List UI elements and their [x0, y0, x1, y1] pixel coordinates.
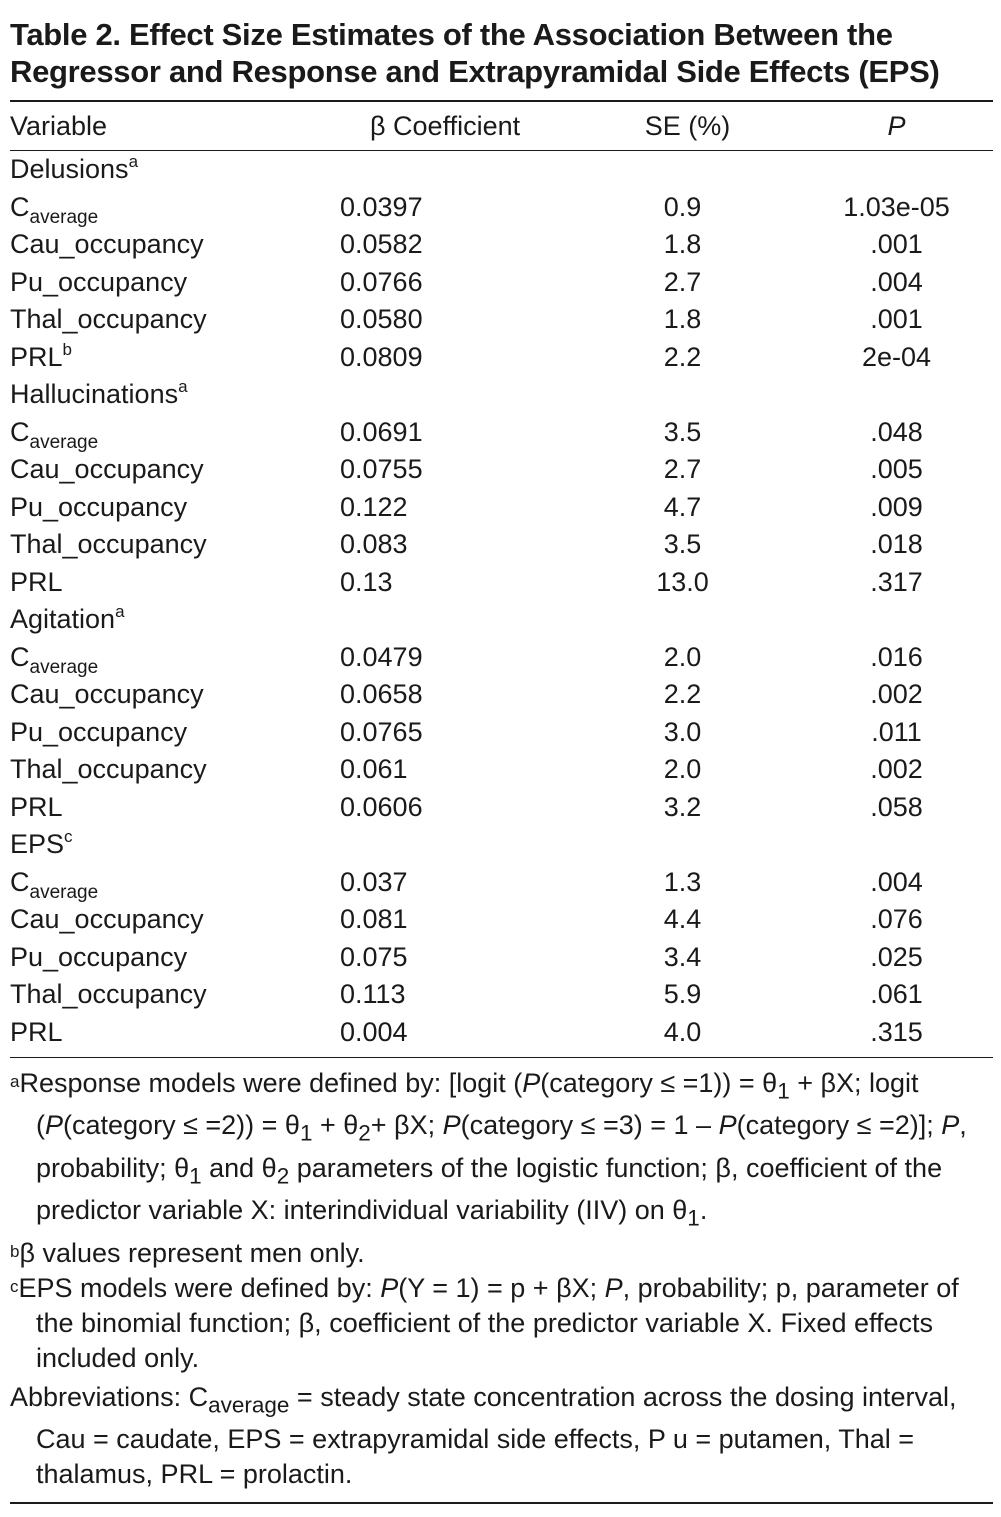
table-row [10, 901, 993, 939]
variable-footnote-mark: b [62, 339, 72, 359]
cell-variable [10, 451, 340, 489]
group-name: Hallucinations [10, 379, 179, 410]
cell-variable [10, 639, 340, 677]
header-variable: Variable [10, 102, 340, 151]
footnote-c-text: EPS models were defined by: P(Y = 1) = p + βX; P, probability; p, parameter of the binomial function; β, coefficient of the predictor variable X. Fixed effects included only. [18, 1272, 959, 1373]
variable-name: C [10, 641, 30, 672]
footnote-a-mark: a [10, 1072, 20, 1091]
cell-se: 0.9 [663, 191, 702, 222]
table-footnotes [10, 1058, 993, 1504]
table-wrapper [10, 102, 993, 1058]
cell-se: 2.2 [663, 341, 702, 372]
header-se: SE (%) [565, 102, 800, 151]
variable-name: Cau_occupancy [10, 229, 204, 260]
cell-p: .002 [870, 754, 923, 785]
cell-variable [10, 751, 340, 789]
cell-beta: 0.0580 [340, 304, 423, 335]
cell-p: .018 [870, 529, 923, 560]
cell-beta: 0.122 [340, 491, 408, 522]
cell-se: 3.5 [663, 529, 702, 560]
cell-beta: 0.0809 [340, 341, 423, 372]
cell-variable [10, 264, 340, 302]
cell-beta: 0.0582 [340, 229, 423, 260]
cell-p: 2e-04 [861, 341, 932, 372]
cell-beta: 0.0691 [340, 416, 423, 447]
table-row [10, 976, 993, 1014]
group-footnote-mark: c [64, 827, 73, 847]
cell-p: .048 [870, 416, 923, 447]
variable-name: Cau_occupancy [10, 904, 204, 935]
group-label [10, 601, 993, 639]
group-row [10, 151, 993, 189]
group-footnote-mark: a [128, 152, 139, 172]
cell-se: 3.5 [663, 416, 702, 447]
cell-se: 2.7 [663, 266, 702, 297]
group-row [10, 376, 993, 414]
variable-subscript: average [29, 431, 99, 453]
cell-se: 3.0 [663, 716, 702, 747]
group-label [10, 151, 993, 189]
group-footnote-mark: a [178, 377, 188, 397]
variable-name: C [10, 866, 30, 897]
variable-name: Pu_occupancy [10, 941, 188, 972]
cell-variable [10, 226, 340, 264]
table-row [10, 864, 993, 902]
cell-beta: 0.083 [340, 529, 408, 560]
cell-se: 5.9 [663, 979, 702, 1010]
cell-variable [10, 789, 340, 827]
cell-se: 2.0 [663, 754, 702, 785]
cell-beta: 0.004 [340, 1016, 408, 1047]
variable-name: Thal_occupancy [10, 754, 207, 785]
cell-se: 2.7 [663, 454, 702, 485]
footnote-a [10, 1066, 993, 1236]
table-row [10, 564, 993, 602]
table-row [10, 451, 993, 489]
cell-beta: 0.061 [340, 754, 408, 785]
table-row [10, 939, 993, 977]
cell-se: 2.0 [663, 641, 702, 672]
cell-p: .004 [870, 866, 923, 897]
cell-variable [10, 901, 340, 939]
variable-name: Thal_occupancy [10, 529, 207, 560]
cell-variable [10, 1014, 340, 1058]
cell-p: .001 [870, 229, 923, 260]
cell-variable [10, 939, 340, 977]
abbreviations-note: Abbreviations: $C_{average}$ = steady state concentration across the dosing interval, Cau = caudate, EPS = extrapyramidal side effects, P u = putamen, Thal = thalamus, PRL = prolactin. [10, 1381, 957, 1489]
cell-p: .005 [870, 454, 923, 485]
group-name: EPS [10, 829, 65, 860]
variable-name: Cau_occupancy [10, 454, 204, 485]
cell-p: .016 [870, 641, 923, 672]
variable-name: Cau_occupancy [10, 679, 204, 710]
header-beta-coefficient: β Coefficient [340, 102, 565, 151]
cell-beta: 0.0765 [340, 716, 423, 747]
cell-se: 4.4 [663, 904, 702, 935]
table-body [10, 151, 993, 1058]
variable-name: Thal_occupancy [10, 304, 207, 335]
cell-p: .011 [871, 716, 922, 747]
cell-variable [10, 714, 340, 752]
cell-se: 3.4 [663, 941, 702, 972]
variable-name: C [10, 416, 30, 447]
cell-beta: 0.0397 [340, 191, 423, 222]
cell-variable [10, 526, 340, 564]
table-page [10, 16, 993, 1504]
cell-beta: 0.075 [340, 941, 408, 972]
table-row [10, 301, 993, 339]
cell-variable [10, 676, 340, 714]
cell-beta: 0.0658 [340, 679, 423, 710]
variable-name: Pu_occupancy [10, 716, 188, 747]
variable-name: Thal_occupancy [10, 979, 207, 1010]
cell-se: 4.0 [663, 1016, 702, 1047]
footnote-a-text: Response models were defined by: [logit (P(category ≤ $=1)) = \theta_1 + \beta X$; logit (P(category ≤ $=2)) = \theta_1 + \theta_2+ \beta X$; P(category ≤ =3) = 1 – P(category ≤ =2)]; P, probability; $\theta_1$ and $\theta_2$ parameters of the logistic function; β, coefficient of the predictor variable X: interindividual variability (IIV) on $\theta_1$. [19, 1068, 967, 1231]
cell-variable [10, 976, 340, 1014]
cell-p: .315 [870, 1016, 923, 1047]
footnote-c-mark: c [10, 1276, 19, 1296]
table-row [10, 189, 993, 227]
group-footnote-mark: a [115, 602, 125, 622]
cell-se: 13.0 [656, 566, 709, 597]
cell-beta: 0.0755 [340, 454, 423, 485]
table-row [10, 751, 993, 789]
variable-subscript: average [29, 656, 99, 678]
cell-beta: 0.037 [340, 866, 408, 897]
cell-beta: 0.0479 [340, 641, 423, 672]
cell-beta: 0.13 [340, 566, 393, 597]
variable-name: PRL [10, 791, 63, 822]
cell-p: .058 [870, 791, 923, 822]
header-row [10, 102, 993, 151]
cell-p: .004 [870, 266, 923, 297]
table-title: Table 2. Effect Size Estimates of the Association Between the Regressor and Response and Extrapyramidal Side Effects (EPS) [10, 16, 993, 102]
cell-variable [10, 339, 340, 377]
table-row [10, 639, 993, 677]
header-p: P [800, 102, 993, 151]
footnote-b-text: β values represent men only. [19, 1237, 365, 1268]
table-row [10, 1014, 993, 1058]
table-row [10, 676, 993, 714]
cell-p: .025 [870, 941, 923, 972]
cell-se: 2.2 [663, 679, 702, 710]
group-row [10, 601, 993, 639]
cell-p: .009 [870, 491, 923, 522]
cell-p: .317 [870, 566, 923, 597]
cell-p: .061 [870, 979, 923, 1010]
table-row [10, 526, 993, 564]
cell-variable [10, 489, 340, 527]
effect-size-table [10, 102, 993, 1057]
footnote-b-mark: b [10, 1241, 20, 1261]
cell-se: 1.3 [663, 866, 702, 897]
cell-beta: 0.081 [340, 904, 408, 935]
group-label [10, 826, 993, 864]
table-row [10, 789, 993, 827]
table-row [10, 489, 993, 527]
variable-subscript: average [29, 206, 99, 228]
variable-name: PRL [10, 341, 63, 372]
cell-variable [10, 189, 340, 227]
cell-variable [10, 864, 340, 902]
table-row [10, 714, 993, 752]
table-row [10, 414, 993, 452]
variable-name: Pu_occupancy [10, 491, 188, 522]
cell-p: .001 [870, 304, 923, 335]
cell-se: 1.8 [663, 304, 702, 335]
cell-variable [10, 301, 340, 339]
variable-name: Pu_occupancy [10, 266, 188, 297]
cell-se: 4.7 [663, 491, 702, 522]
cell-beta: 0.113 [340, 979, 406, 1010]
table-row [10, 264, 993, 302]
variable-subscript: average [29, 881, 99, 903]
cell-se: 3.2 [663, 791, 702, 822]
group-name: Delusions [10, 154, 129, 185]
variable-name: PRL [10, 566, 63, 597]
footnote-b [10, 1236, 993, 1271]
cell-se: 1.8 [663, 229, 702, 260]
group-name: Agitation [10, 604, 116, 635]
table-row [10, 226, 993, 264]
variable-name: C [10, 191, 30, 222]
variable-name: PRL [10, 1016, 63, 1047]
cell-p: .076 [870, 904, 923, 935]
table-row [10, 339, 993, 377]
cell-p: 1.03e-05 [843, 191, 950, 222]
group-row [10, 826, 993, 864]
cell-variable [10, 414, 340, 452]
cell-variable [10, 564, 340, 602]
cell-beta: 0.0766 [340, 266, 423, 297]
cell-beta: 0.0606 [340, 791, 423, 822]
footnote-c [10, 1271, 993, 1376]
group-label [10, 376, 993, 414]
cell-p: .002 [870, 679, 923, 710]
